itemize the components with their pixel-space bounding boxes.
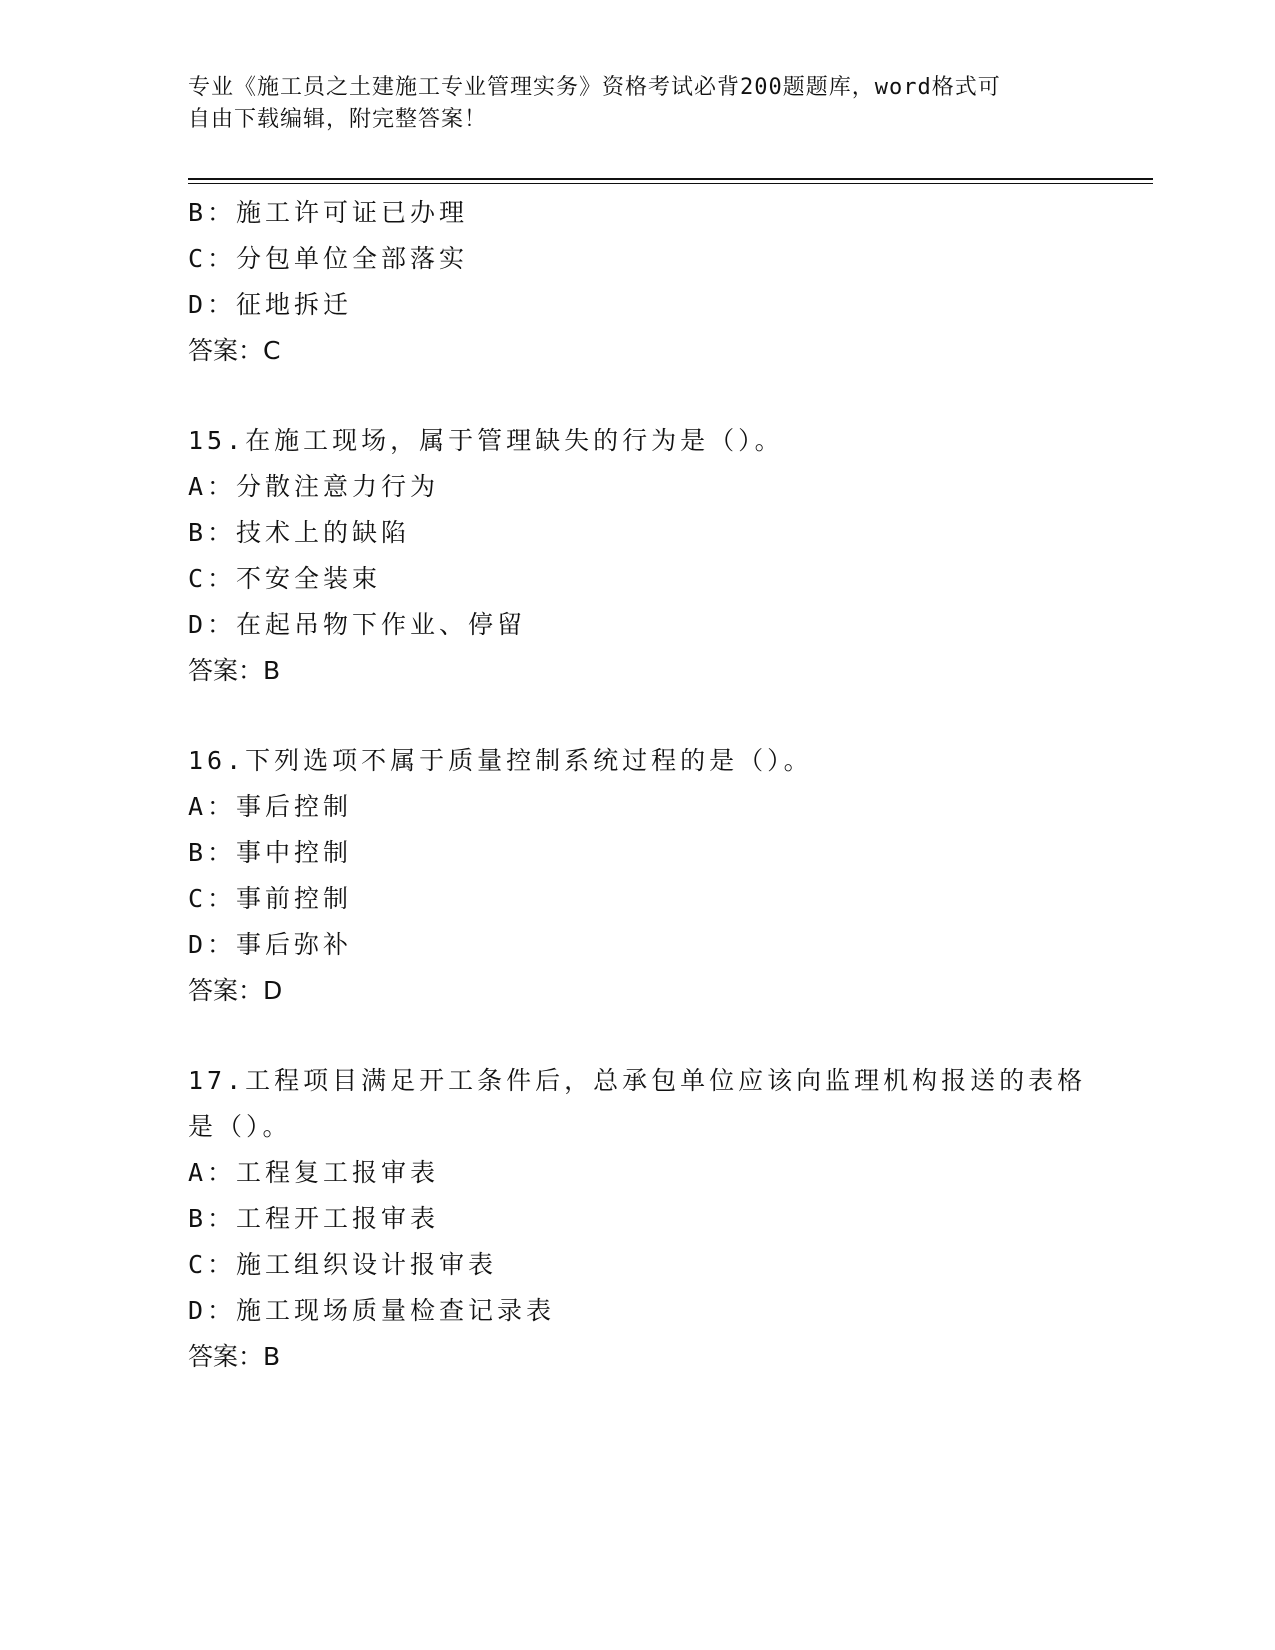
option-c: C：施工组织设计报审表 bbox=[188, 1250, 498, 1279]
option-b: B：事中控制 bbox=[188, 838, 353, 867]
question-16 bbox=[188, 738, 1088, 1014]
answer: 答案：D bbox=[188, 976, 283, 1005]
option-d: D：施工现场质量检查记录表 bbox=[188, 1296, 556, 1325]
header-line-2: 自由下载编辑，附完整答案！ bbox=[188, 107, 488, 132]
answer: 答案：B bbox=[188, 656, 281, 685]
question-stem: 16.下列选项不属于质量控制系统过程的是（）。 bbox=[188, 746, 813, 775]
answer: 答案：B bbox=[188, 1342, 281, 1371]
option-a: A：分散注意力行为 bbox=[188, 472, 440, 501]
header-divider-thick bbox=[188, 178, 1153, 180]
question-17 bbox=[188, 1058, 1088, 1380]
question-stem-line-2: 是（）。 bbox=[188, 1112, 292, 1141]
question-stem-line-1: 17.工程项目满足开工条件后，总承包单位应该向监理机构报送的表格 bbox=[188, 1066, 1087, 1095]
option-c: C：分包单位全部落实 bbox=[188, 244, 469, 273]
header-divider-thin bbox=[188, 183, 1153, 184]
document-header bbox=[188, 72, 1068, 136]
option-b: B：工程开工报审表 bbox=[188, 1204, 440, 1233]
option-d: D：事后弥补 bbox=[188, 930, 353, 959]
option-d: D：在起吊物下作业、停留 bbox=[188, 610, 527, 639]
option-a: A：事后控制 bbox=[188, 792, 353, 821]
option-a: A：工程复工报审表 bbox=[188, 1158, 440, 1187]
option-c: C：事前控制 bbox=[188, 884, 353, 913]
option-b: B：技术上的缺陷 bbox=[188, 518, 411, 547]
option-d: D：征地拆迁 bbox=[188, 290, 353, 319]
question-stem: 15.在施工现场，属于管理缺失的行为是（）。 bbox=[188, 426, 784, 455]
answer: 答案：C bbox=[188, 336, 281, 365]
option-c: C：不安全装束 bbox=[188, 564, 382, 593]
question-15 bbox=[188, 418, 1088, 694]
option-b: B：施工许可证已办理 bbox=[188, 198, 469, 227]
question-14-continued bbox=[188, 190, 1088, 374]
question-list bbox=[188, 190, 1088, 1380]
header-line-1: 专业《施工员之土建施工专业管理实务》资格考试必背200题题库，word格式可 bbox=[188, 75, 1001, 100]
